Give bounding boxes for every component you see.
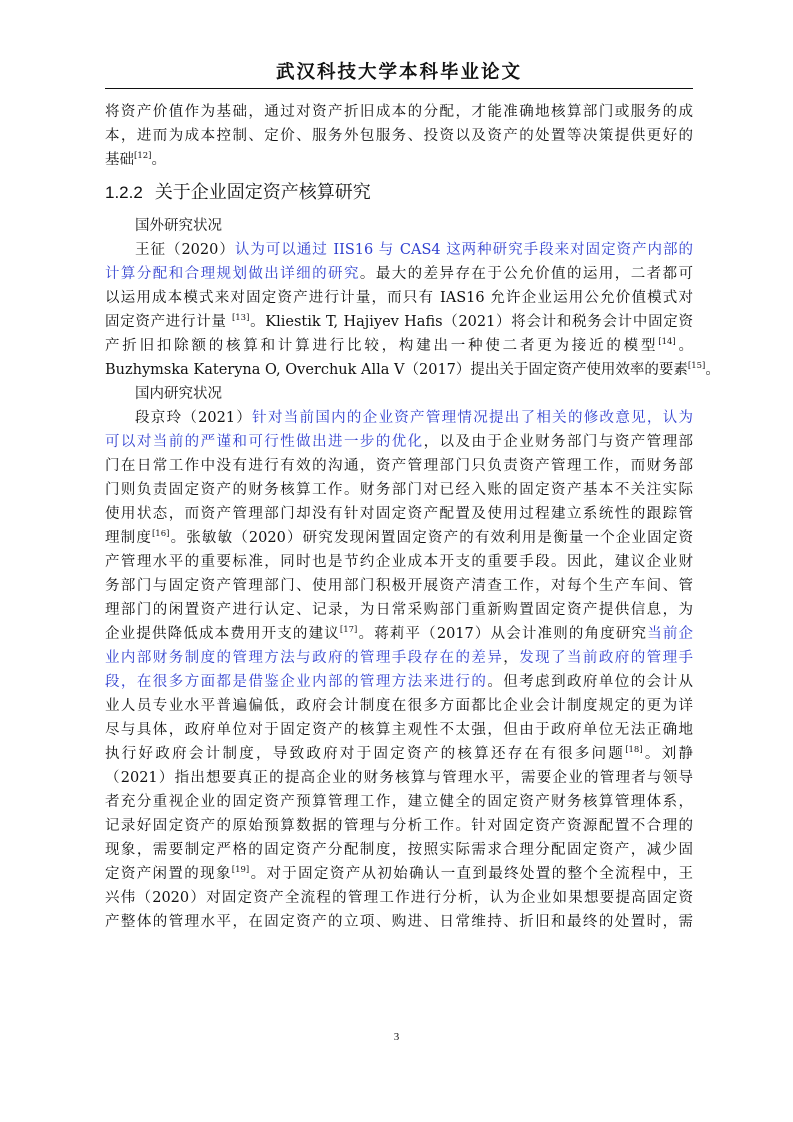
text-line [105, 742, 693, 766]
text-line [105, 862, 693, 886]
text-run: 产管理水平的重要标准，同时也是节约企业成本开支的重要手段。因此，建议企业财 [105, 554, 693, 570]
section-title: 关于企业固定资产核算研究 [154, 182, 371, 203]
text-run: 本，进而为成本控制、定价、服务外包服务、投资以及资产的处置等决策提供更好的 [105, 128, 693, 144]
text-run: 。对于固定资产从初始确认一直到最终处置的整个全流程中，王 [249, 866, 694, 882]
text-run: 。 [705, 362, 720, 378]
text-line [105, 622, 693, 646]
highlighted-text: 可以对当前的严谨和可行性做出进一步的优化 [105, 434, 424, 450]
text-run: 者充分重视企业的固定资产预算管理工作，建立健全的固定资产财务核算管理体系， [105, 794, 693, 810]
text-line [105, 238, 693, 262]
text-run: 产整体的管理水平，在固定资产的立项、购进、日常维持、折旧和最终的处置时，需 [105, 914, 693, 930]
running-header: 武汉科技大学本科毕业论文 [275, 62, 522, 83]
text-line [105, 574, 693, 598]
text-run: 使用状态，而资产管理部门却没有针对固定资产配置及使用过程建立系统性的跟踪管 [105, 506, 693, 522]
text-run: 理制度 [105, 530, 152, 546]
text-line [105, 454, 693, 478]
text-run: 定资产闲置的现象 [105, 866, 232, 882]
highlighted-text: 业内部财务制度的管理方法与政府的管理手段存在的差异 [105, 650, 504, 666]
citation-ref: [16] [151, 529, 170, 540]
text-run: 国外研究状况 [135, 218, 222, 234]
text-run: 将资产价值作为基础，通过对资产折旧成本的分配，才能准确地核算部门或服务的成 [105, 104, 693, 120]
text-run: 固定资产进行计量 [105, 314, 232, 330]
text-run: 。 [151, 152, 166, 168]
text-line [105, 910, 693, 934]
text-line [105, 838, 693, 862]
highlighted-text: 段，在很多方面都是借鉴企业内部的管理方法来进行的 [105, 674, 488, 690]
text-run: 门则负责固定资产的财务核算工作。财务部门对已经入账的固定资产基本不关注实际 [105, 482, 693, 498]
citation-ref: [17] [339, 625, 358, 636]
text-run: ，以及由于企业财务部门与资产管理部 [423, 434, 693, 450]
text-run: 。蒋莉平（2017）从会计准则的角度研究 [357, 626, 648, 642]
text-line [105, 766, 693, 790]
text-run: 以运用成本模式来对固定资产进行计量，而只有 IAS16 允许企业运用公允价值模式对 [105, 290, 693, 306]
citation-ref: [15] [687, 361, 706, 372]
section-heading [105, 173, 693, 213]
text-line [105, 550, 693, 574]
text-line [105, 790, 693, 814]
text-line [105, 310, 693, 334]
text-line [105, 148, 693, 172]
text-line [105, 886, 693, 910]
text-run: 记录好固定资产的原始预算数据的管理与分析工作。针对固定资产资源配置不合理的 [105, 818, 693, 834]
text-run: 。张敏敏（2020）研究发现闲置固定资产的有效利用是衡量一个企业固定资 [169, 530, 693, 546]
citation-ref: [12] [134, 151, 152, 162]
text-line [105, 358, 720, 382]
text-line [105, 502, 693, 526]
text-line [105, 100, 693, 124]
text-line [105, 478, 693, 502]
text-run: 王征（2020） [135, 242, 235, 258]
highlighted-text: 认为可以通过 IIS16 与 CAS4 这两种研究手段来对固定资产内部的 [234, 242, 694, 258]
page-number: 3 [393, 1031, 400, 1043]
text-line [105, 430, 693, 454]
text-line [105, 646, 693, 670]
text-line [105, 718, 693, 742]
text-run: Buzhymska Kateryna O, Overchuk Alla V（2017）提出关于固定资产使用效率的要素 [105, 362, 688, 378]
text-line [105, 670, 693, 694]
text-run: 产折旧扣除额的核算和计算进行比较，构建出一种使二者更为接近的模型 [105, 338, 659, 354]
text-line [105, 334, 693, 358]
text-run: 。刘静 [642, 746, 693, 762]
text-run: 。但考虑到政府单位的会计从 [487, 674, 694, 690]
highlighted-text: 针对当前国内的企业资产管理情况提出了相关的修改意见，认为 [252, 410, 694, 426]
text-run: 门在日常工作中没有进行有效的沟通，资产管理部门只负责资产管理工作，而财务部 [105, 458, 693, 474]
text-line [105, 262, 693, 286]
text-run: 。 [675, 338, 694, 354]
citation-ref: [13] [231, 313, 250, 324]
text-line [105, 814, 693, 838]
text-run: 现象，需要制定严格的固定资产分配制度，按照实际需求合理分配固定资产，减少固 [105, 842, 693, 858]
body-text [105, 100, 720, 934]
text-run: 兴伟（2020）对固定资产全流程的管理工作进行分析，认为企业如果想要提高固定资 [105, 890, 693, 906]
text-run: （2021）指出想要真正的提高企业的财务核算与管理水平，需要企业的管理者与领导 [105, 770, 693, 786]
text-run: 执行好政府会计制度，导致政府对于固定资产的核算还存在有很多问题 [105, 746, 626, 762]
citation-ref: [19] [231, 865, 250, 876]
citation-ref: [14] [658, 337, 676, 348]
text-run: 业人员专业水平普遍偏低，政府会计制度在很多方面都比企业会计制度规定的更为详 [105, 698, 693, 714]
text-line [105, 382, 693, 406]
section-number: 1.2.2 [105, 183, 143, 202]
text-run: 段京玲（2021） [135, 410, 253, 426]
text-line [105, 694, 693, 718]
text-run: 国内研究状况 [135, 386, 222, 402]
text-run: 。最大的差异存在于公允价值的运用，二者都可 [359, 266, 694, 282]
citation-ref: [18] [625, 745, 643, 756]
highlighted-text: 计算分配和合理规划做出详细的研究 [105, 266, 360, 282]
text-run: 基础 [105, 152, 134, 168]
highlighted-text: 当前企 [647, 626, 694, 642]
header-rule [105, 88, 693, 89]
text-line [105, 598, 693, 622]
text-run: ， [503, 650, 520, 666]
text-line [105, 286, 693, 310]
text-line [105, 124, 693, 148]
text-line [105, 526, 693, 550]
text-run: 尽与具体，政府单位对于固定资产的核算主观性不太强，但由于政府单位无法正确地 [105, 722, 693, 738]
text-run: 务部门与固定资产管理部门、使用部门积极开展资产清查工作，对每个生产车间、管 [105, 578, 693, 594]
text-run: 。Kliestik T, Hajiyev Hafis（2021）将会计和税务会计中固定资 [249, 314, 693, 330]
text-run: 企业提供降低成本费用开支的建议 [105, 626, 340, 642]
text-run: 理部门的闲置资产进行认定、记录，为日常采购部门重新购置固定资产提供信息，为 [105, 602, 693, 618]
text-line [105, 406, 693, 430]
highlighted-text: 发现了当前政府的管理手 [519, 650, 694, 666]
text-line [105, 214, 693, 238]
